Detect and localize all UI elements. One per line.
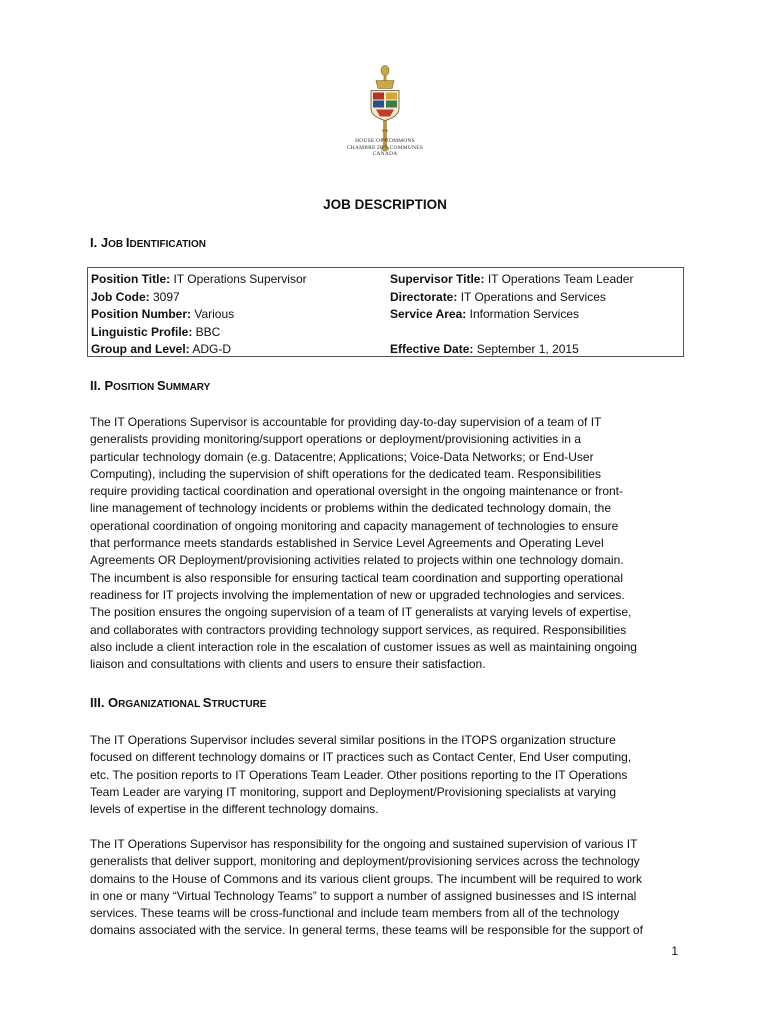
field-value: IT Operations Team Leader [484, 272, 634, 286]
field-label: Effective Date: [390, 342, 474, 356]
text-line: The IT Operations Supervisor has responsibility for the ongoing and sustained supervision of various IT [90, 837, 638, 851]
text-line: services. These teams will be cross-functional and include team members from all of the technology [90, 906, 620, 921]
text-line: domains to the House of Commons and its various client groups. The incumbent will be required to work [90, 871, 643, 886]
organizational-structure-paragraph-1 [90, 732, 680, 818]
text-line: Computing), including the supervision of shift operations for the dedicated team. Responsibilities [90, 466, 601, 481]
text-line: in one or many “Virtual Technology Teams” to support a number of assigned businesses and IS internal [90, 888, 637, 903]
text-line: require providing tactical coordination and operational oversight in the ongoing maintenance or front- [90, 484, 623, 499]
text-line: generalists providing monitoring/support operations or deployment/provisioning activities in a [90, 432, 581, 447]
crest-caption-line: CHAMBRE DES COMMUNES [346, 144, 424, 151]
linguistic-profile-row [91, 324, 307, 342]
position-number-row [91, 306, 307, 324]
text-line: The incumbent is also responsible for ensuring tactical team coordination and supporting operational [90, 570, 623, 585]
field-label: Position Number: [91, 307, 192, 321]
field-value: ADG-D [189, 342, 232, 356]
supervisor-title-row [390, 271, 633, 289]
field-label: Job Code: [91, 289, 150, 304]
heading-part: OB [108, 239, 126, 250]
heading-part: RGANIZATIONAL [118, 699, 203, 710]
section-heading-job-identification [90, 235, 206, 250]
text-line: focused on different technology domains or IT practices such as Contact Center, End User computing, [90, 750, 632, 765]
effective-date-row [390, 341, 633, 359]
text-line: and collaborates with contractors providing technology support services, as required. Responsibilities [90, 622, 627, 637]
field-value: IT Operations and Services [457, 289, 606, 304]
job-code-row [91, 289, 307, 307]
text-line: readiness for IT projects involving the implementation of new or upgraded technologies and services. [90, 587, 625, 602]
field-value: IT Operations Supervisor [170, 272, 307, 286]
crest-caption [336, 138, 434, 158]
text-line: also include a client interaction role in the escalation of customer issues as well as maintaining ongoing [90, 639, 637, 654]
text-line: domains associated with the service. In general terms, these teams will be responsible for the support of [90, 923, 643, 938]
field-label: Directorate: [390, 289, 458, 304]
identification-right-column [390, 271, 633, 359]
text-line: line management of technology incidents or problems within the dedicated technology domain, the [90, 501, 611, 516]
directorate-row [390, 289, 633, 307]
organizational-structure-paragraph-2 [90, 836, 680, 940]
field-value: Various [191, 307, 235, 321]
field-value: BBC [192, 324, 221, 339]
group-and-level-row [91, 341, 307, 359]
section-heading-organizational-structure [90, 695, 266, 710]
job-identification-table [87, 267, 684, 357]
heading-part: S [157, 378, 166, 393]
text-line: Agreements OR Deployment/provisioning activities related to projects within one technology domain. [90, 553, 624, 568]
text-line: The IT Operations Supervisor is accountable for providing day-to-day supervision of a team of IT [90, 415, 602, 429]
position-title-row [91, 271, 307, 289]
document-title: JOB DESCRIPTION [323, 197, 447, 212]
page-number: 1 [671, 944, 678, 958]
field-label: Service Area: [390, 307, 467, 321]
crest-caption-line: CANADA [372, 151, 398, 157]
text-line: The IT Operations Supervisor includes several similar positions in the ITOPS organization structure [90, 733, 616, 747]
field-label: Group and Level: [91, 342, 190, 356]
crest-caption-line: HOUSE OF COMMONS [355, 138, 415, 144]
heading-part: DENTIFICATION [129, 239, 206, 250]
text-line: levels of expertise in the different technology domains. [90, 802, 379, 817]
heading-part: III. O [90, 695, 119, 710]
field-label: Supervisor Title: [390, 272, 485, 286]
text-line: Team Leader are varying IT monitoring, support and Deployment/Provisioning specialists at varying [90, 784, 617, 799]
heading-part: OSITION [113, 382, 158, 393]
heading-part: I [125, 235, 130, 250]
text-line: particular technology domain (e.g. Datacentre; Applications; Voice-Data Networks; or End-User [90, 449, 594, 464]
text-line: etc. The position reports to IT Operations Team Leader. Other positions reporting to the IT Operations [90, 767, 628, 782]
field-label: Linguistic Profile: [91, 324, 193, 339]
field-label: Position Title: [91, 272, 171, 286]
heading-part: S [202, 695, 212, 710]
text-line: liaison and consultations with clients and users to ensure their satisfaction. [90, 657, 486, 672]
heading-part: II. P [90, 378, 114, 393]
text-line: The position ensures the ongoing supervision of a team of IT generalists at varying levels of expertise, [90, 605, 632, 620]
identification-left-column [91, 271, 307, 359]
heading-part: UMMARY [165, 382, 211, 393]
text-line: that performance meets standards established in Service Level Agreements and Operating Level [90, 536, 604, 551]
section-heading-position-summary [90, 378, 210, 393]
position-summary-paragraph [90, 414, 680, 673]
heading-part: I. J [90, 235, 109, 250]
text-line: operational coordination of ongoing monitoring and capacity management of technologies to ensure [90, 518, 619, 533]
field-value: September 1, 2015 [473, 342, 579, 356]
text-line: generalists that deliver support, monitoring and deployment/provisioning services across the technology [90, 854, 640, 869]
field-value: Information Services [466, 307, 579, 321]
field-value: 3097 [149, 289, 180, 304]
service-area-row [390, 306, 633, 324]
heading-part: TRUCTURE [211, 699, 267, 710]
